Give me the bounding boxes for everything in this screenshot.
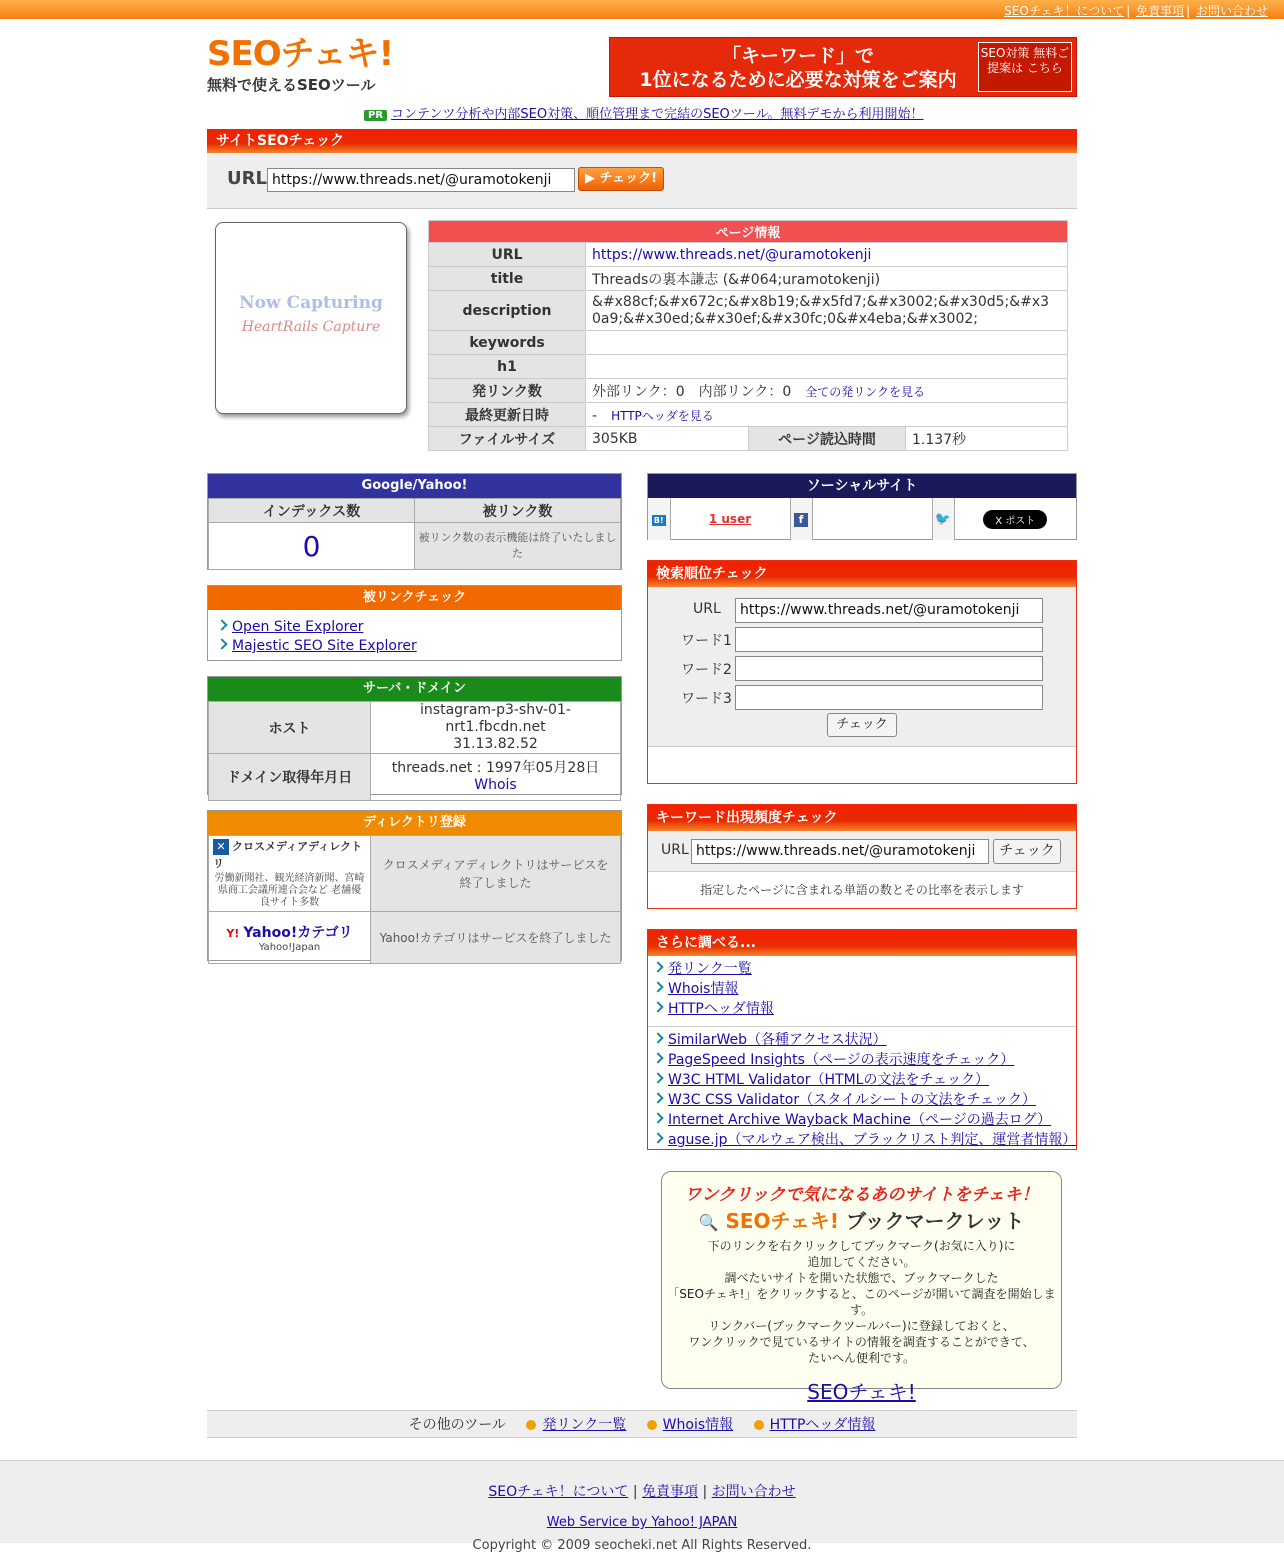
label-description: description (429, 291, 586, 331)
more-list-2 (648, 1031, 1076, 1151)
bookmarklet-link[interactable]: SEOチェキ! (807, 1380, 916, 1404)
magnifier-icon: 🔍 (698, 1213, 719, 1232)
top-link-about[interactable]: SEOチェキ！について (1004, 4, 1125, 18)
page-url-link[interactable]: https://www.threads.net/@uramotokenji (592, 246, 872, 263)
word2-label: ワード2 (681, 662, 732, 678)
more-link-links[interactable]: 発リンク一覧 (668, 961, 752, 977)
list-item[interactable] (654, 960, 1076, 980)
label-title: title (429, 267, 586, 291)
banner-text (618, 44, 978, 92)
word2-input[interactable] (735, 656, 1043, 681)
url-input[interactable]: https://www.threads.net/@uramotokenji (267, 168, 575, 192)
rank-form (648, 587, 1076, 746)
facebook-count (812, 498, 932, 540)
directory-title: ディレクトリ登録 (208, 811, 621, 835)
server-table (208, 701, 621, 801)
page-h1-value (586, 355, 1068, 379)
instruction-line: 追加してください。 (807, 1255, 916, 1269)
word3-label: ワード3 (681, 691, 732, 707)
more-link-w3c-html[interactable]: W3C HTML Validator（HTMLの文法をチェック） (668, 1072, 990, 1088)
updated-value: - (592, 407, 598, 424)
page-info-title: ページ情報 (429, 221, 1068, 243)
crossmedia-desc: 労働新聞社、観光経済新聞、宮崎県商工会議所連合会など 老舗優良サイト多数 (214, 873, 365, 908)
backlink-title: 被リンクチェック (208, 586, 621, 610)
top-link-contact[interactable]: お問い合わせ (1195, 4, 1268, 18)
check-button[interactable]: ▶ チェック! (578, 167, 664, 191)
copyright: Copyright © 2009 seocheki.net All Rights Reserved. (472, 1538, 812, 1553)
yahoo-sub: Yahoo!Japan (258, 942, 321, 953)
rank-panel (647, 560, 1077, 784)
links-count: 外部リンク：0 内部リンク：0 (592, 383, 792, 400)
instruction-line: 調べたいサイトを開いた状態で、ブックマークした (724, 1271, 999, 1285)
crossmedia-status: クロスメディアディレクトリはサービスを終了しました (371, 836, 621, 912)
keyword-check-button[interactable]: チェック (993, 839, 1061, 864)
page-info-table (428, 220, 1068, 451)
bookmarklet-title-rest: ブックマークレット (839, 1209, 1025, 1233)
more-link-wayback[interactable]: Internet Archive Wayback Machine（ページの過去ログ） (668, 1112, 1052, 1128)
google-table (208, 498, 621, 570)
footer-link-contact[interactable]: お問い合わせ (711, 1484, 796, 1500)
filesize-value: 305KB (586, 427, 749, 451)
banner-button[interactable]: SEO対策 無料ご提案は こちら (978, 42, 1072, 92)
other-tool-http[interactable]: HTTPヘッダ情報 (769, 1417, 876, 1433)
ad-banner[interactable] (609, 37, 1077, 97)
domain-label: ドメイン取得年月日 (209, 754, 371, 801)
facebook-icon[interactable]: f (794, 513, 808, 527)
backlink-count-header: 被リンク数 (415, 499, 621, 523)
footer-links: SEOチェキ！について | 免責事項 | お問い合わせ (488, 1484, 796, 1500)
keyword-panel (647, 804, 1077, 909)
top-link-disclaimer[interactable]: 免責事項 (1136, 4, 1185, 18)
arrow-icon (754, 1420, 764, 1430)
social-title: ソーシャルサイト (648, 474, 1076, 498)
instruction-line: ワンクリックで見ているサイトの情報を調査することができて、 (688, 1335, 1035, 1349)
page-keywords-value (586, 331, 1068, 355)
backlink-list (208, 610, 621, 656)
bookmarklet-instructions (662, 1238, 1061, 1366)
label-h1: h1 (429, 355, 586, 379)
list-item[interactable] (654, 1131, 1076, 1151)
word1-label: ワード1 (681, 633, 732, 649)
http-header-link[interactable]: HTTPヘッダを見る (611, 408, 714, 423)
rank-check-button[interactable]: チェック (827, 713, 897, 737)
x-post-button[interactable]: X ポスト (983, 510, 1047, 529)
rank-title: 検索順位チェック (648, 561, 1076, 587)
other-tools-bar (207, 1410, 1077, 1438)
majestic-link[interactable]: Majestic SEO Site Explorer (232, 638, 417, 654)
list-item[interactable] (654, 1051, 1076, 1071)
host-label: ホスト (209, 702, 371, 754)
bookmarklet-title-orange: SEOチェキ! (725, 1209, 840, 1233)
more-title: さらに調べる... (648, 930, 1076, 956)
thumbnail-caption: Now Capturing (239, 293, 383, 313)
other-tool-whois[interactable]: Whois情報 (662, 1417, 734, 1433)
arrow-icon (526, 1420, 536, 1430)
more-link-http[interactable]: HTTPヘッダ情報 (668, 1001, 774, 1017)
footer-link-disclaimer[interactable]: 免責事項 (642, 1484, 699, 1500)
rank-url-label: URL (693, 601, 721, 617)
domain-value: threads.net : 1997年05月28日 (391, 760, 600, 776)
instruction-line: たいへん便利です。 (807, 1351, 916, 1365)
pr-line (364, 103, 923, 122)
yahoo-webservice-link[interactable]: Web Service by Yahoo! JAPAN (546, 1515, 738, 1530)
logo-title: SEOチェキ! (207, 34, 394, 74)
keyword-form (648, 831, 1076, 872)
label-links: 発リンク数 (429, 379, 586, 403)
site-check-header: サイトSEOチェック (207, 129, 1077, 153)
instruction-line: 「SEOチェキ!」をクリックすると、このページが開いて調査を開始します。 (667, 1287, 1056, 1317)
other-tools-label: その他のツール (408, 1417, 507, 1433)
site-logo[interactable] (207, 36, 393, 95)
yahoo-icon: Y! (226, 927, 240, 940)
more-link-whois[interactable]: Whois情報 (668, 981, 739, 997)
label-loadtime: ページ読込時間 (749, 427, 906, 451)
social-panel (647, 473, 1077, 540)
thumbnail-logo: HeartRails Capture (241, 319, 381, 335)
list-item[interactable] (654, 980, 1076, 1000)
social-table (648, 498, 1076, 540)
keyword-url-input[interactable]: https://www.threads.net/@uramotokenji (691, 839, 989, 864)
list-item[interactable] (654, 1091, 1076, 1111)
google-panel (207, 473, 622, 570)
yahoo-status: Yahoo!カテゴリはサービスを終了しました (371, 912, 621, 964)
arrow-icon (647, 1420, 657, 1430)
keyword-url-label: URL (661, 842, 689, 858)
whois-link[interactable]: Whois (474, 777, 517, 793)
banner-line1: 「キーワード」で (721, 45, 874, 67)
directory-panel (207, 810, 622, 961)
url-label: URL (227, 168, 267, 189)
all-links-link[interactable]: 全ての発リンクを見る (805, 384, 926, 399)
check-button-label: チェック! (599, 171, 658, 186)
index-count-link[interactable]: 0 (302, 529, 321, 563)
label-updated: 最終更新日時 (429, 403, 586, 427)
divider (648, 746, 1076, 747)
bookmarklet-headline: ワンクリックで気になるあのサイトをチェキ！ (684, 1185, 1039, 1205)
host-value: instagram-p3-shv-01-nrt1.fbcdn.net (420, 702, 571, 735)
keyword-note: 指定したページに含まれる単語の数とその比率を表示します (700, 883, 1024, 897)
logo-subtitle: 無料で使えるSEOツール (207, 76, 376, 94)
hatena-count[interactable]: 1 user (708, 511, 752, 526)
divider (648, 1026, 1076, 1027)
instruction-line: 下のリンクを右クリックしてブックマーク(お気に入り)に (707, 1239, 1016, 1253)
page-description-value: &#x88cf;&#x672c;&#x8b19;&#x5fd7;&#x3002;&#x30d5;&#x30a9;&#x30ed;&#x30ef;&#x30fc;0&#x4eba;&#x3002; (586, 291, 1068, 331)
list-item[interactable] (218, 618, 621, 637)
footer-link-about[interactable]: SEOチェキ！について (488, 1484, 629, 1500)
more-link-aguse[interactable]: aguse.jp（マルウェア検出、ブラックリスト判定、運営者情報） (668, 1132, 1077, 1148)
bookmarklet-box (661, 1171, 1062, 1404)
loadtime-value: 1.137秒 (906, 427, 1068, 451)
hatena-icon[interactable]: B! (653, 515, 664, 525)
ip-value: 31.13.82.52 (453, 736, 538, 752)
more-link-w3c-css[interactable]: W3C CSS Validator（スタイルシートの文法をチェック） (668, 1092, 1037, 1108)
list-item[interactable] (654, 1031, 1076, 1051)
more-link-pagespeed[interactable]: PageSpeed Insights（ページの表示速度をチェック） (668, 1052, 1015, 1068)
word3-input[interactable] (735, 685, 1043, 710)
top-bar (0, 0, 1284, 19)
twitter-icon[interactable]: 🐦 (934, 511, 952, 527)
server-panel (207, 676, 622, 795)
index-count-header: インデックス数 (209, 499, 415, 523)
word1-input[interactable] (735, 627, 1043, 652)
bookmarklet-title (662, 1205, 1061, 1234)
more-list-1 (648, 956, 1076, 1024)
backlink-panel (207, 585, 622, 661)
footer (0, 1460, 1284, 1553)
site-thumbnail (215, 222, 407, 414)
google-title: Google/Yahoo! (208, 474, 621, 498)
label-url: URL (429, 243, 586, 267)
page-title-value: Threadsの裏本謙志 (&#064;uramotokenji) (586, 267, 1068, 291)
directory-table (208, 835, 621, 964)
site-check-form (207, 153, 1077, 209)
rank-url-input[interactable]: https://www.threads.net/@uramotokenji (735, 598, 1043, 623)
list-item[interactable] (654, 1000, 1076, 1020)
keyword-title: キーワード出現頻度チェック (648, 805, 1076, 831)
top-links: SEOチェキ！について | 免責事項 | お問い合わせ (1004, 4, 1268, 18)
list-item[interactable] (654, 1111, 1076, 1131)
label-filesize: ファイルサイズ (429, 427, 586, 451)
pr-link[interactable]: コンテンツ分析や内部SEO対策、順位管理まで完結のSEOツール。無料デモから利用開始！ (391, 107, 924, 122)
more-link-similarweb[interactable]: SimilarWeb（各種アクセス状況） (668, 1032, 887, 1048)
label-keywords: keywords (429, 331, 586, 355)
pr-badge: PR (364, 110, 387, 121)
yahoo-category-link[interactable]: Yahoo!カテゴリ (243, 925, 353, 941)
crossmedia-name: クロスメディアディレクトリ (213, 840, 363, 870)
list-item[interactable] (218, 637, 621, 656)
crossmedia-icon: ✕ (213, 839, 229, 855)
more-panel (647, 929, 1077, 1150)
list-item[interactable] (654, 1071, 1076, 1091)
instruction-line: リンクバー(ブックマークツールバー)に登録しておくと、 (708, 1319, 1015, 1333)
other-tool-links[interactable]: 発リンク一覧 (542, 1417, 627, 1433)
backlink-note: 被リンク数の表示機能は終了いたしました (415, 523, 621, 570)
banner-line2: 1位になるために必要な対策をご案内 (639, 69, 957, 91)
open-site-explorer-link[interactable]: Open Site Explorer (232, 619, 364, 635)
server-title: サーバ・ドメイン (208, 677, 621, 701)
